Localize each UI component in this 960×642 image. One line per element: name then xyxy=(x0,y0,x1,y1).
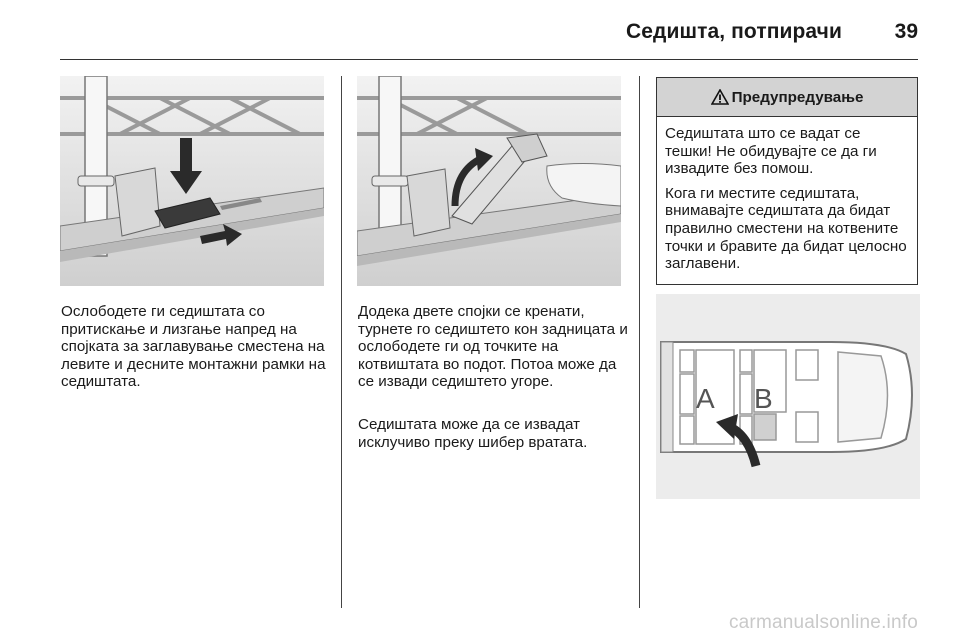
van-seat-layout-diagram xyxy=(656,294,920,499)
watermark: carmanualsonline.info xyxy=(728,612,918,633)
warning-paragraph-1: Седиштата што се вадат се тешки! Не обидувајте се да ги извадите без помош. xyxy=(665,125,877,178)
seat-removal-illustration xyxy=(357,76,621,286)
warning-header xyxy=(657,78,917,117)
seat-label-b: B xyxy=(754,383,773,414)
warning-box xyxy=(656,77,918,285)
column-divider xyxy=(341,76,342,608)
page-number: 39 xyxy=(894,20,918,43)
seat-latch-illustration xyxy=(60,76,324,286)
column2-paragraph-1: Додека двете спојки се кренати, турнете го седиштето кон задницата и ослободете ги од точките на котвиштата во подот. Потоа може да се извади седиштето угоре. xyxy=(358,303,628,391)
column-divider xyxy=(639,76,640,608)
warning-triangle-icon xyxy=(711,89,729,105)
page-title: Седишта, потпирачи xyxy=(626,20,842,43)
column2-paragraph-2: Седиштата може да се извадат исклучиво преку шибер вратата. xyxy=(358,416,588,451)
seat-label-a: A xyxy=(696,383,715,414)
warning-title: Предупредување xyxy=(731,88,864,106)
warning-paragraph-2: Кога ги местите седиштата, внимавајте седиштата да бидат правилно сместени на котвените точки и бравите да бидат целосно заглавени. xyxy=(665,184,907,273)
column1-paragraph: Ослободете ги седиштата со притискање и лизгање напред на спојката за заглавување сместена на левите и десните монтажни рамки на седиштата. xyxy=(61,303,326,391)
header-rule xyxy=(60,59,918,60)
